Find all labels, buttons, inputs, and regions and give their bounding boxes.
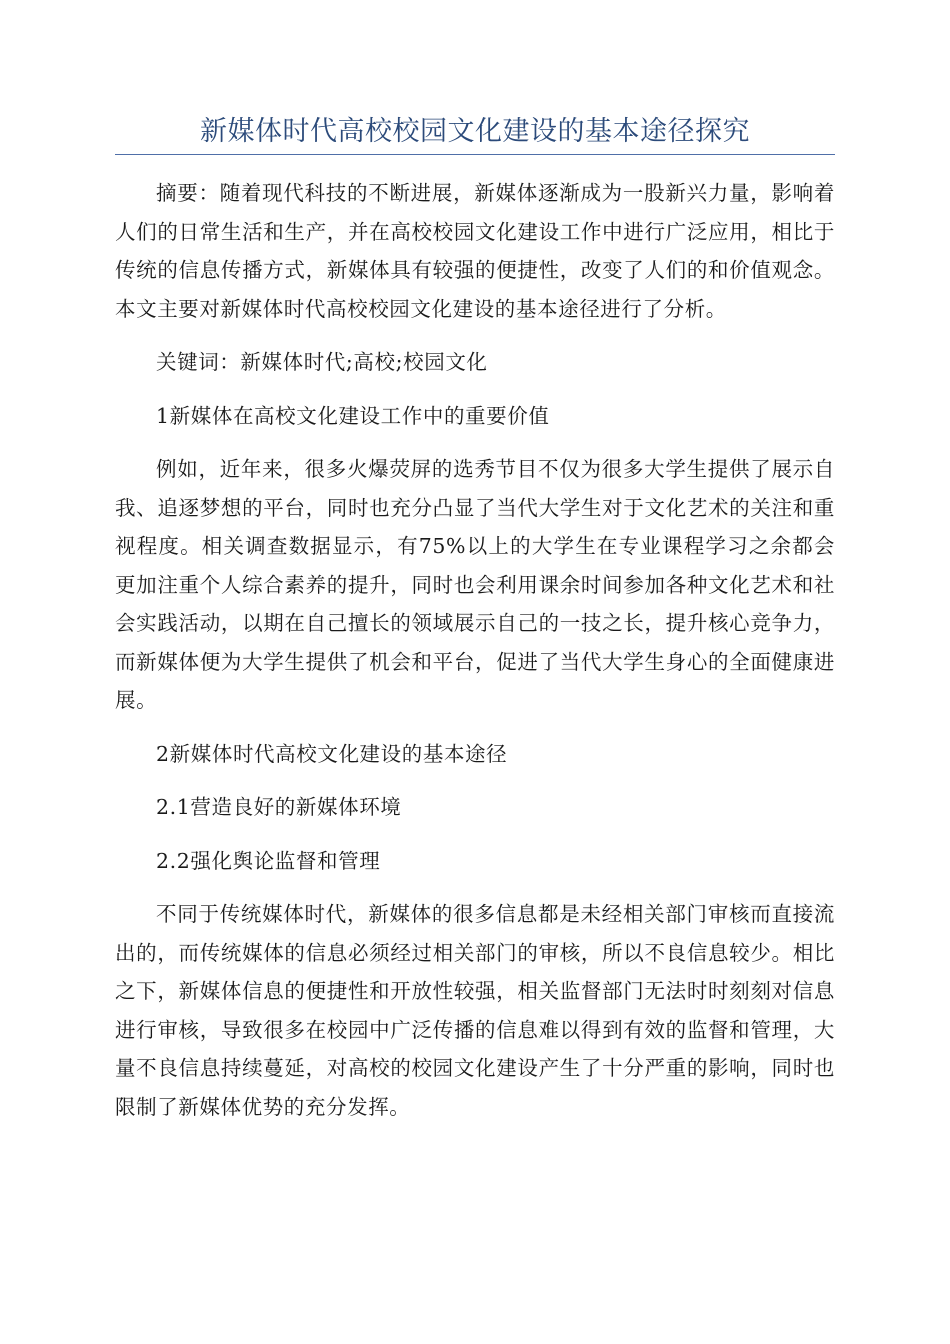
section-2-2-heading: 2.2强化舆论监督和管理 (156, 848, 381, 873)
section-2-2-paragraph: 不同于传统媒体时代，新媒体的很多信息都是未经相关部门审核而直接流出的，而传统媒体的信息必须经过相关部门的审核，所以不良信息较少。相比之下，新媒体信息的便捷性和开放性较强，相关监督部门无法时时刻刻对信息进行审核，导致很多在校园中广泛传播的信息难以得到有效的监督和管理，大量不良信息持续蔓延，对高校的校园文化建设产生了十分严重的影响，同时也限制了新媒体优势的充分发挥。 (115, 902, 835, 1119)
keywords-line: 关键词：新媒体时代;高校;校园文化 (156, 350, 488, 374)
document-body (115, 174, 835, 1126)
title-underline (115, 154, 835, 155)
section-2-heading: 2新媒体时代高校文化建设的基本途径 (156, 741, 508, 766)
section-2-1-heading: 2.1营造良好的新媒体环境 (156, 795, 402, 819)
section-1-heading: 1新媒体在高校文化建设工作中的重要价值 (156, 403, 550, 428)
document-title: 新媒体时代高校校园文化建设的基本途径探究 (200, 116, 750, 147)
abstract-paragraph: 摘要：随着现代科技的不断进展，新媒体逐渐成为一股新兴力量，影响着人们的日常生活和生产，并在高校校园文化建设工作中进行广泛应用，相比于传统的信息传播方式，新媒体具有较强的便捷性，改变了人们的和价值观念。本文主要对新媒体时代高校校园文化建设的基本途径进行了分析。 (115, 181, 835, 321)
section-1-paragraph: 例如，近年来，很多火爆荧屏的选秀节目不仅为很多大学生提供了展示自我、追逐梦想的平台，同时也充分凸显了当代大学生对于文化艺术的关注和重视程度。相关调查数据显示，有75%以上的大学生在专业课程学习之余都会更加注重个人综合素养的提升，同时也会利用课余时间参加各种文化艺术和社会实践活动，以期在自己擅长的领域展示自己的一技之长，提升核心竞争力，而新媒体便为大学生提供了机会和平台，促进了当代大学生身心的全面健康进展。 (115, 457, 835, 712)
